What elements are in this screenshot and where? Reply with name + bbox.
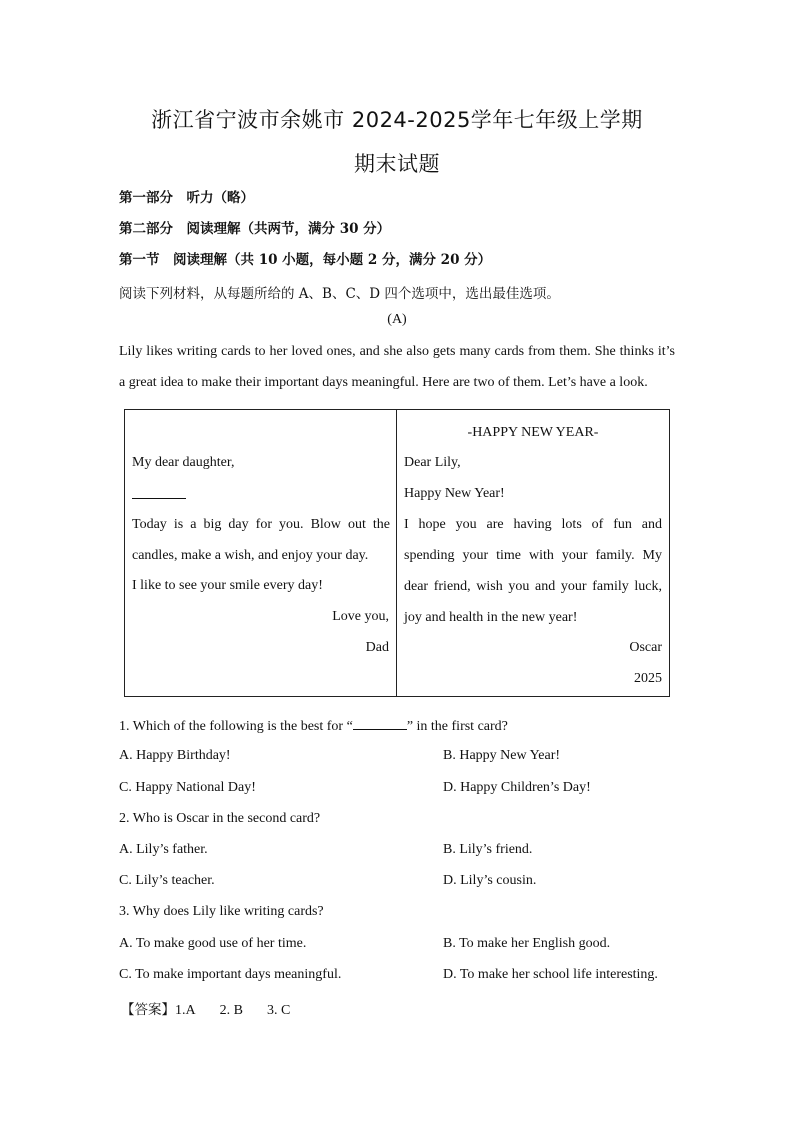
question-1-stem-after: ” in the first card?: [406, 719, 508, 734]
answer-label: 【答案】: [121, 1002, 175, 1018]
card1-line2: I like to see your smile every day!: [132, 578, 323, 593]
card1-blank: [132, 486, 186, 504]
doc-title-line2: 期末试题: [354, 152, 440, 176]
instruction-text: 阅读下列材料，从每题所给的 A、B、C、D 四个选项中，选出最佳选项。: [119, 286, 560, 302]
part1-heading: 第一部分 听力（略）: [119, 190, 254, 206]
card2-year: 2025: [634, 671, 662, 686]
answer-3: 3. C: [266, 1003, 291, 1018]
question-1-option-c: C. Happy National Day!: [119, 780, 256, 795]
card2-header: -HAPPY NEW YEAR-: [467, 425, 599, 440]
part2-heading: 第二部分 阅读理解（共两节，满分 30 分）: [119, 221, 391, 237]
passage-label: (A): [387, 312, 407, 327]
question-2-option-d: D. Lily’s cousin.: [443, 873, 537, 888]
question-2-stem: 2. Who is Oscar in the second card?: [119, 811, 321, 826]
card1-greeting: My dear daughter,: [132, 455, 235, 470]
card1-closing: Love you,: [332, 609, 389, 624]
passage-text: Lily likes writing cards to her loved ones, and she also gets many cards from them. She thinks it’s a great idea to make their important days meaningful. Here are two of them. Let’s have a look.: [119, 344, 675, 390]
question-1-option-d: D. Happy Children’s Day!: [443, 780, 591, 795]
question-2-option-b: B. Lily’s friend.: [443, 842, 533, 857]
question-2-option-c: C. Lily’s teacher.: [119, 873, 215, 888]
card1-body: Today is a big day for you. Blow out the candles, make a wish, and enjoy your day.: [132, 517, 390, 563]
question-1-stem-before: 1. Which of the following is the best for “: [119, 719, 353, 734]
question-3-option-a: A. To make good use of her time.: [119, 936, 307, 951]
card-dad: [125, 410, 397, 696]
doc-title-line1: 浙江省宁波市余姚市 2024-2025学年七年级上学期: [151, 108, 643, 132]
question-1-option-b: B. Happy New Year!: [443, 748, 561, 763]
answer-line: [121, 998, 290, 1019]
section1-heading: 第一节 阅读理解（共 10 小题，每小题 2 分，满分 20 分）: [119, 252, 492, 268]
question-1-stem: [119, 717, 508, 735]
question-1-option-a: A. Happy Birthday!: [119, 748, 231, 763]
card2-greeting: Dear Lily,: [404, 455, 461, 470]
question-2-option-a: A. Lily’s father.: [119, 842, 208, 857]
question-3-option-c: C. To make important days meaningful.: [119, 967, 342, 982]
question-3-stem: 3. Why does Lily like writing cards?: [119, 904, 324, 919]
card2-line1: Happy New Year!: [404, 486, 505, 501]
answer-2: 2. B: [219, 1003, 243, 1018]
answer-1: 1.A: [175, 1003, 196, 1018]
cards-table: [124, 409, 670, 697]
card1-signature: Dad: [365, 640, 389, 655]
question-3-option-d: D. To make her school life interesting.: [443, 967, 658, 982]
question-1-blank: [353, 717, 407, 730]
question-3-option-b: B. To make her English good.: [443, 936, 611, 951]
card2-body: I hope you are having lots of fun and spending your time with your family. My dear friend, wish you and your family luck, joy and health in the new year!: [404, 517, 662, 625]
card-oscar: [397, 410, 669, 696]
card2-signature: Oscar: [629, 640, 662, 655]
